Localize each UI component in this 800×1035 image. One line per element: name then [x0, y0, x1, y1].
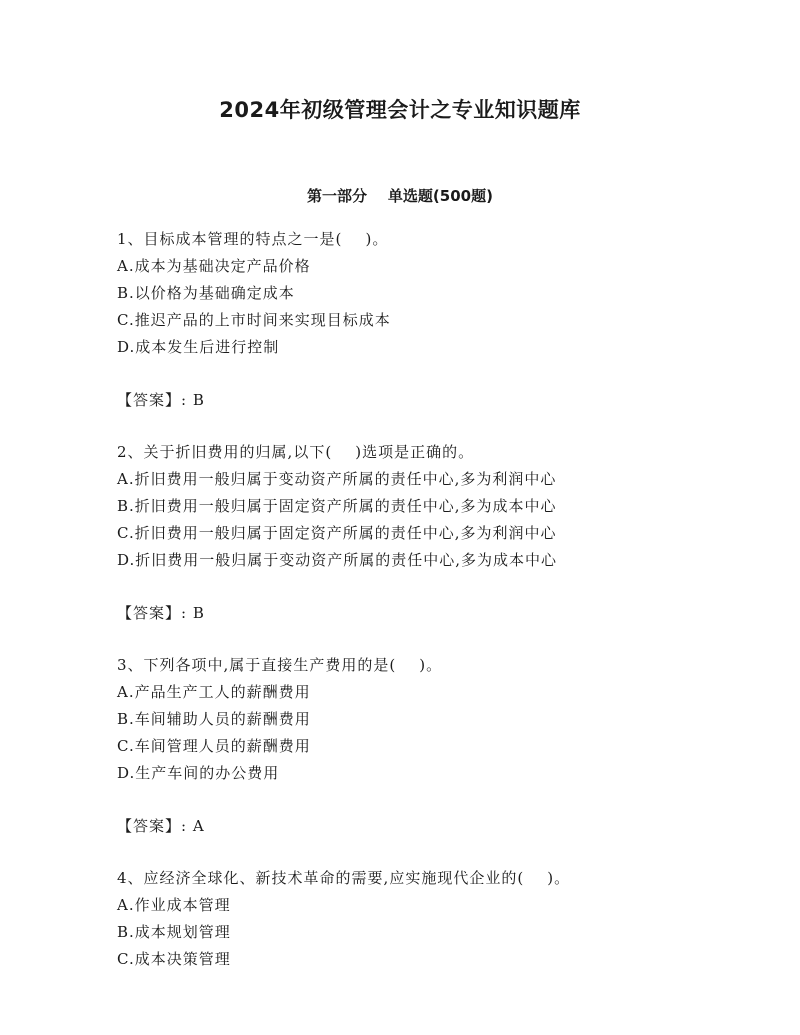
document-title: 2024年初级管理会计之专业知识题库 [219, 98, 581, 122]
question-stem: 1、目标成本管理的特点之一是( )。 [117, 230, 389, 248]
question-stem: 4、应经济全球化、新技术革命的需要,应实施现代企业的( )。 [117, 869, 571, 887]
option-a: A.折旧费用一般归属于变动资产所属的责任中心,多为利润中心 [117, 470, 557, 488]
option-c: C.推迟产品的上市时间来实现目标成本 [117, 311, 391, 329]
question-stem: 2、关于折旧费用的归属,以下( )选项是正确的。 [117, 443, 475, 461]
question-list [117, 226, 757, 973]
question-stem: 3、下列各项中,属于直接生产费用的是( )。 [117, 656, 443, 674]
question-1 [117, 226, 757, 414]
option-c: C.成本决策管理 [117, 950, 231, 968]
option-d: D.成本发生后进行控制 [117, 338, 280, 356]
question-2 [117, 439, 757, 627]
question-3 [117, 652, 757, 840]
option-b: B.成本规划管理 [117, 923, 231, 941]
option-a: A.产品生产工人的薪酬费用 [117, 683, 311, 701]
option-d: D.折旧费用一般归属于变动资产所属的责任中心,多为成本中心 [117, 551, 558, 569]
answer-line: 【答案】: B [117, 604, 205, 622]
option-b: B.以价格为基础确定成本 [117, 284, 295, 302]
option-a: A.作业成本管理 [117, 896, 231, 914]
section-title: 第一部分 单选题(500题) [307, 187, 493, 205]
option-b: B.车间辅助人员的薪酬费用 [117, 710, 311, 728]
option-a: A.成本为基础决定产品价格 [117, 257, 311, 275]
answer-line: 【答案】: A [117, 817, 205, 835]
option-d: D.生产车间的办公费用 [117, 764, 280, 782]
question-4 [117, 865, 757, 973]
option-c: C.车间管理人员的薪酬费用 [117, 737, 311, 755]
option-b: B.折旧费用一般归属于固定资产所属的责任中心,多为成本中心 [117, 497, 557, 515]
answer-line: 【答案】: B [117, 391, 205, 409]
option-c: C.折旧费用一般归属于固定资产所属的责任中心,多为利润中心 [117, 524, 557, 542]
